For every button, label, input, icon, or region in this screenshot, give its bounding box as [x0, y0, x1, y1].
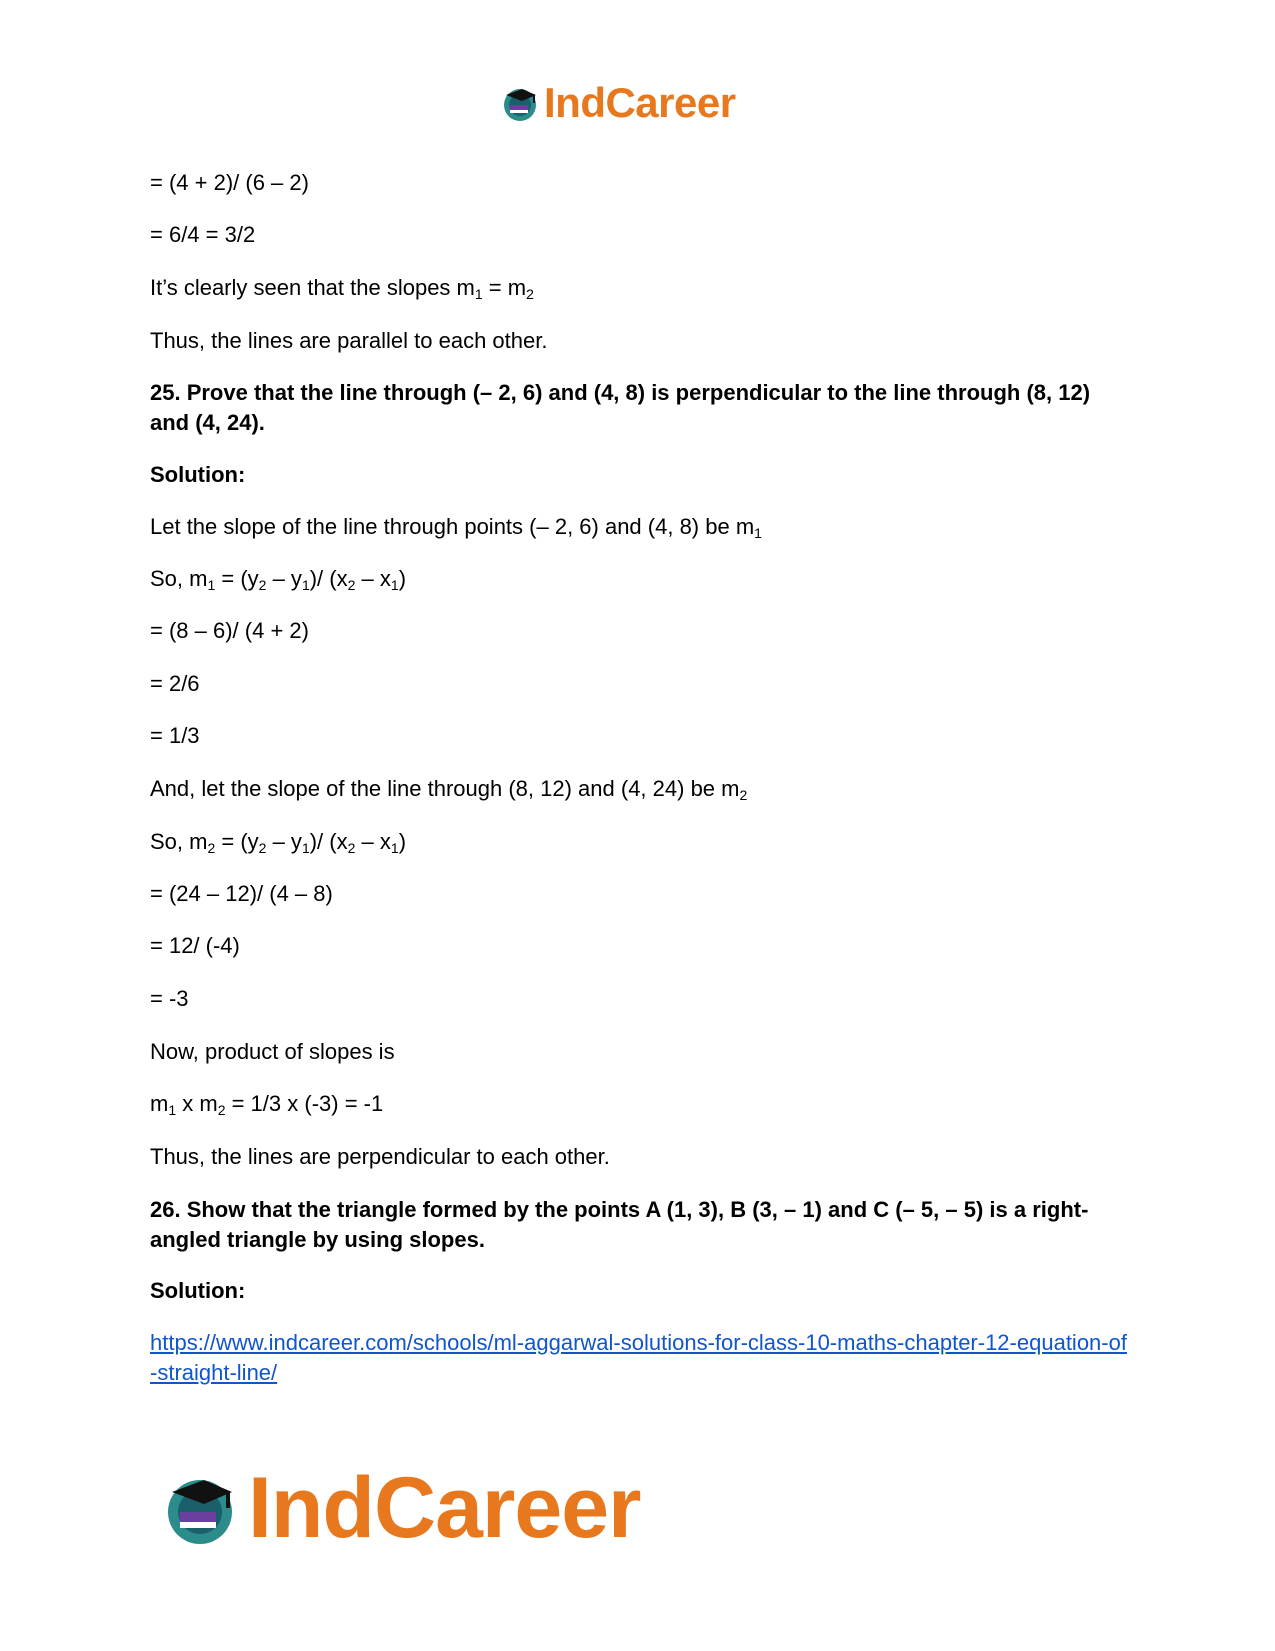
text-line: Now, product of slopes is	[150, 1039, 395, 1064]
equation-line: = (8 – 6)/ (4 + 2)	[150, 618, 309, 643]
text-line: It’s clearly seen that the slopes $m_1 = m_2$	[150, 275, 534, 302]
solution-heading: Solution:	[150, 462, 246, 487]
footer-logo	[160, 1459, 641, 1556]
equation-line: So, $m_2 = (y_2 - y_1)/$ $(x_2 - x_1)$	[150, 829, 407, 856]
equation-line: So, $m_1 = (y_2 - y_1)/$ $(x_2 - x_1)$	[150, 566, 407, 593]
equation-line: = 12/ (-4)	[150, 933, 240, 958]
text-line: Thus, the lines are parallel to each other.	[150, 328, 548, 353]
graduation-cap-globe-icon	[160, 1468, 240, 1548]
equation-line: = 6/4 = 3/2	[150, 222, 256, 247]
logo-wordmark: IndCareer	[248, 1459, 641, 1556]
equation-line: = (24 – 12)/ (4 – 8)	[150, 881, 333, 906]
question-25: 25. Prove that the line through (– 2, 6) and (4, 8) is perpendicular to the line through (8, 12) and (4, 24).	[150, 380, 1091, 435]
equation-line: $m_1$ x $m_2 = 1/3$ x (-3) = -1	[150, 1091, 384, 1118]
source-link[interactable]: https://www.indcareer.com/schools/ml-aggarwal-solutions-for-class-10-maths-chapter-12-equation-of-straight-line/	[150, 1330, 1127, 1385]
text-line: Thus, the lines are perpendicular to each other.	[150, 1144, 610, 1169]
logo-wordmark: IndCareer	[544, 79, 736, 126]
solution-heading: Solution:	[150, 1278, 246, 1303]
text-line: And, let the slope of the line through (8, 12) and (4, 24) be $m_2$	[150, 776, 748, 803]
graduation-cap-globe-icon	[500, 83, 540, 123]
equation-line: = (4 + 2)/ (6 – 2)	[150, 170, 309, 195]
equation-line: = -3	[150, 986, 189, 1011]
equation-line: = 1/3	[150, 723, 200, 748]
question-26: 26. Show that the triangle formed by the points A (1, 3), B (3, – 1) and C (– 5, – 5) is a right-angled triangle by using slopes.	[150, 1197, 1089, 1252]
text-line: Let the slope of the line through points (– 2, 6) and (4, 8) be $m_1$	[150, 514, 762, 541]
equation-line: = 2/6	[150, 671, 200, 696]
header-logo	[500, 80, 736, 126]
